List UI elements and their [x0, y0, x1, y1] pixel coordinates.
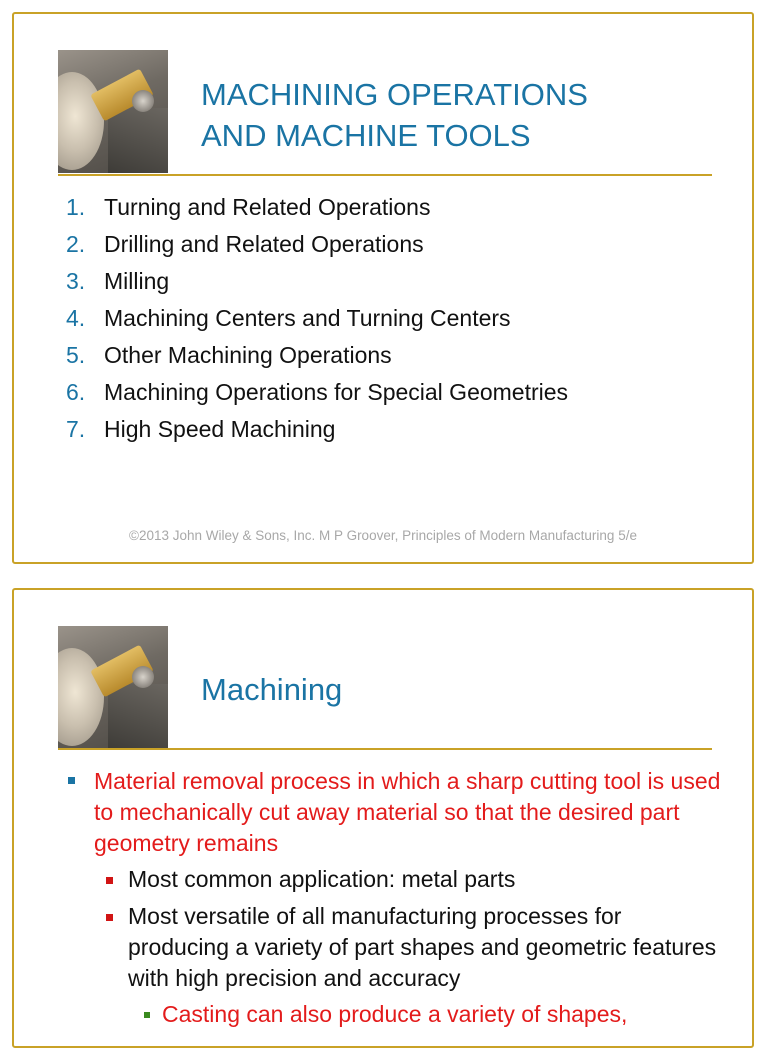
workpiece-shape — [58, 72, 104, 170]
slide-1-title-line-2: AND MACHINE TOOLS — [201, 118, 531, 153]
bullet-square-icon — [144, 1012, 150, 1018]
cutting-tool-image — [58, 50, 168, 173]
sub-sub-bullet-casting: Casting can also produce a variety of shapes, — [162, 1001, 628, 1027]
title-divider — [58, 174, 712, 176]
tool-holder-shape — [108, 108, 168, 173]
bullet-definition: Material removal process in which a sharp cutting tool is used to mechanically cut away material so that the desired part geometry remains — [94, 768, 721, 856]
list-item-text: Drilling and Related Operations — [104, 231, 424, 257]
list-item-number: 4. — [66, 305, 86, 331]
tool-holder-shape — [108, 684, 168, 749]
list-item-text: Machining Operations for Special Geometries — [104, 379, 569, 405]
sub-bullet-application: Most common application: metal parts — [128, 866, 516, 892]
list-item-number: 7. — [66, 416, 86, 442]
clamp-screw-shape — [132, 90, 154, 112]
list-item-number: 6. — [66, 379, 86, 405]
copyright-footer: ©2013 John Wiley & Sons, Inc. M P Groover, Principles of Modern Manufacturing 5/e — [129, 528, 637, 543]
slide-2 — [12, 588, 754, 1048]
list-item-text: High Speed Machining — [104, 416, 336, 442]
slide-2-title: Machining — [201, 672, 343, 707]
bullet-square-icon — [68, 777, 75, 784]
list-item-text: Turning and Related Operations — [104, 194, 431, 220]
list-item-text: Machining Centers and Turning Centers — [104, 305, 511, 331]
list-item-number: 2. — [66, 231, 86, 257]
bullet-square-icon — [106, 877, 113, 884]
slide-1-title-line-1: MACHINING OPERATIONS — [201, 77, 588, 112]
clamp-screw-shape — [132, 666, 154, 688]
list-item-number: 3. — [66, 268, 86, 294]
slide-1-title — [201, 74, 588, 156]
workpiece-shape — [58, 648, 104, 746]
slide-1 — [12, 12, 754, 564]
list-item-number: 5. — [66, 342, 86, 368]
bullet-square-icon — [106, 914, 113, 921]
cutting-tool-image — [58, 626, 168, 749]
list-item-text: Milling — [104, 268, 170, 294]
list-item-text: Other Machining Operations — [104, 342, 392, 368]
title-divider — [58, 748, 712, 750]
sub-bullet-versatility: Most versatile of all manufacturing processes for producing a variety of part shapes and geometric features with high precision and accuracy — [128, 903, 717, 991]
list-item-number: 1. — [66, 194, 86, 220]
